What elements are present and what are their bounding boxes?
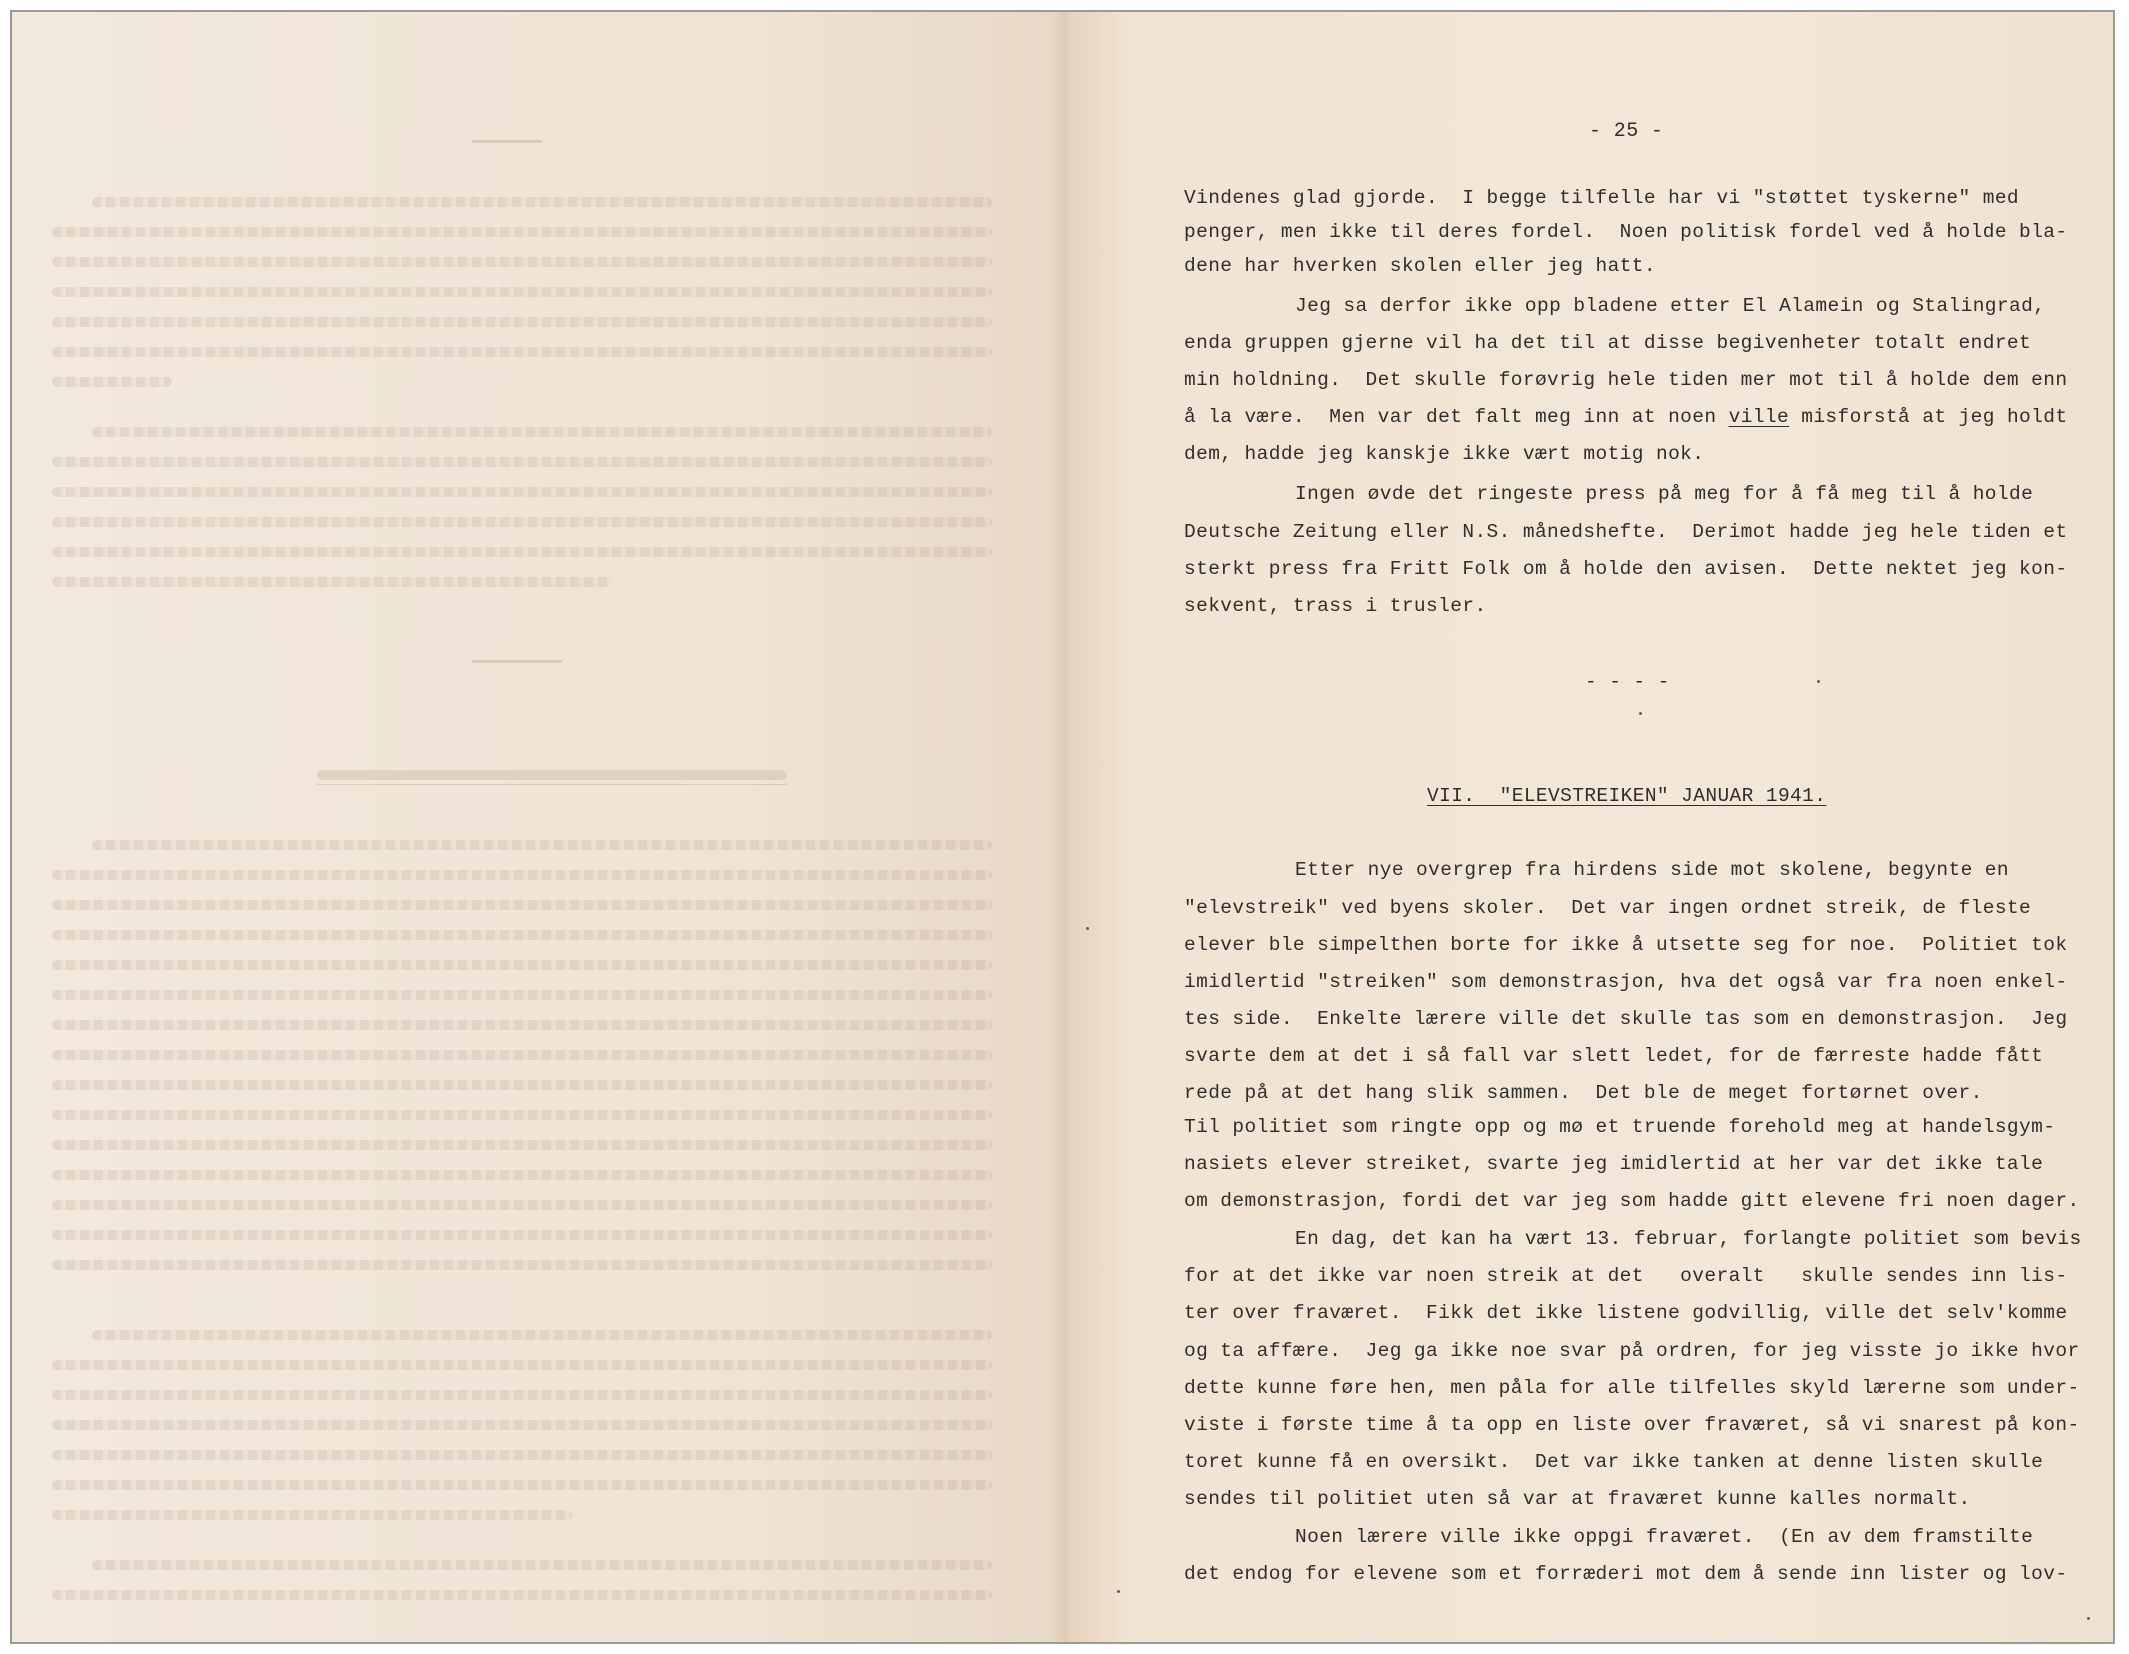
ghost-text-line bbox=[52, 317, 992, 327]
text-line: sterkt press fra Fritt Folk om å holde den avisen. Dette nektet jeg kon- bbox=[1184, 558, 2068, 580]
section-separator: - - - - bbox=[1585, 671, 1670, 693]
text-line: for at det ikke var noen streik at det overalt skulle sendes inn lis- bbox=[1184, 1265, 2068, 1287]
ghost-text-line bbox=[52, 1450, 992, 1460]
text-line: Jeg sa derfor ikke opp bladene etter El Alamein og Stalingrad, bbox=[1295, 295, 2046, 317]
text-line: dette kunne føre hen, men påla for alle tilfelles skyld lærerne som under- bbox=[1184, 1377, 2080, 1399]
ghost-text-line bbox=[92, 197, 992, 207]
ghost-text-line bbox=[52, 517, 992, 527]
page-number: - 25 - bbox=[1589, 120, 1664, 143]
text-line: Noen lærere ville ikke oppgi fraværet. (En av dem framstilte bbox=[1295, 1526, 2034, 1548]
ghost-text-line bbox=[52, 547, 992, 557]
text-line: toret kunne få en oversikt. Det var ikke tanken at denne listen skulle bbox=[1184, 1451, 2044, 1473]
text-line: enda gruppen gjerne vil ha det til at disse begivenheter totalt endret bbox=[1184, 332, 2032, 354]
ghost-text-line bbox=[52, 377, 172, 387]
ghost-text-line bbox=[52, 1020, 992, 1030]
ghost-page-number bbox=[472, 140, 542, 143]
ghost-text-line bbox=[52, 287, 992, 297]
ghost-text-line bbox=[52, 1360, 992, 1370]
text-run: misforstå at jeg holdt bbox=[1789, 406, 2068, 428]
text-line: dene har hverken skolen eller jeg hatt. bbox=[1184, 255, 1656, 277]
ghost-heading bbox=[317, 770, 787, 780]
ghost-text-line bbox=[52, 1080, 992, 1090]
text-line-with-emphasis bbox=[1184, 405, 2067, 429]
ghost-text-line bbox=[52, 577, 612, 587]
ghost-text-line bbox=[52, 257, 992, 267]
paper-speck bbox=[2087, 1617, 2090, 1620]
ghost-text-line bbox=[52, 900, 992, 910]
left-page bbox=[12, 12, 1067, 1642]
ghost-text-line bbox=[52, 347, 992, 357]
ghost-text-line bbox=[52, 1050, 992, 1060]
text-line: sekvent, trass i trusler. bbox=[1184, 595, 1487, 617]
underlined-word: ville bbox=[1728, 406, 1790, 428]
right-page bbox=[1067, 12, 2113, 1642]
paper-speck bbox=[1817, 680, 1820, 683]
section-heading: VII. "ELEVSTREIKEN" JANUAR 1941. bbox=[1427, 785, 1827, 807]
text-line: En dag, det kan ha vært 13. februar, forlangte politiet som bevis bbox=[1295, 1228, 2082, 1250]
text-line: om demonstrasjon, fordi det var jeg som hadde gitt elevene fri noen dager. bbox=[1184, 1190, 2080, 1212]
text-line: "elevstreik" ved byens skoler. Det var ingen ordnet streik, de fleste bbox=[1184, 897, 2032, 919]
ghost-text-line bbox=[52, 1390, 992, 1400]
paper-speck bbox=[1086, 927, 1089, 930]
text-line: og ta affære. Jeg ga ikke noe svar på ordren, for jeg visste jo ikke hvor bbox=[1184, 1340, 2080, 1362]
ghost-text-line bbox=[52, 1230, 992, 1240]
ghost-text-line bbox=[52, 1200, 992, 1210]
text-line: Deutsche Zeitung eller N.S. månedshefte. Derimot hadde jeg hele tiden et bbox=[1184, 521, 2068, 543]
ghost-text-line bbox=[52, 457, 992, 467]
ghost-text-line bbox=[52, 1590, 992, 1600]
ghost-text-line bbox=[52, 1420, 992, 1430]
text-line: tes side. Enkelte lærere ville det skulle tas som en demonstrasjon. Jeg bbox=[1184, 1008, 2068, 1030]
text-line: elever ble simpelthen borte for ikke å utsette seg for noe. Politiet tok bbox=[1184, 934, 2068, 956]
text-line: viste i første time å ta opp en liste over fraværet, så vi snarest på kon- bbox=[1184, 1414, 2080, 1436]
ghost-text-line bbox=[52, 487, 992, 497]
ghost-text-line bbox=[52, 227, 992, 237]
text-line: min holdning. Det skulle forøvrig hele tiden mer mot til å holde dem enn bbox=[1184, 369, 2068, 391]
ghost-text-line bbox=[52, 1510, 572, 1520]
text-line: imidlertid "streiken" som demonstrasjon, hva det også var fra noen enkel- bbox=[1184, 971, 2068, 993]
ghost-text-line bbox=[92, 1560, 992, 1570]
ghost-text-line bbox=[52, 1170, 992, 1180]
ghost-text-line bbox=[92, 1330, 992, 1340]
text-line: svarte dem at det i så fall var slett ledet, for de færreste hadde fått bbox=[1184, 1045, 2044, 1067]
ghost-separator bbox=[472, 660, 562, 663]
text-line: Ingen øvde det ringeste press på meg for å få meg til å holde bbox=[1295, 483, 2034, 505]
text-line: rede på at det hang slik sammen. Det ble de meget fortørnet over. bbox=[1184, 1082, 1983, 1104]
text-line: sendes til politiet uten så var at fraværet kunne kalles normalt. bbox=[1184, 1488, 1971, 1510]
text-line: Til politiet som ringte opp og mø et truende forehold meg at handelsgym- bbox=[1184, 1116, 2056, 1138]
text-line: penger, men ikke til deres fordel. Noen politisk fordel ved å holde bla- bbox=[1184, 221, 2068, 243]
text-line: ter over fraværet. Fikk det ikke listene godvillig, ville det selv'komme bbox=[1184, 1302, 2068, 1324]
ghost-text-line bbox=[92, 427, 992, 437]
ghost-text-line bbox=[52, 1110, 992, 1120]
scan-frame bbox=[10, 10, 2115, 1644]
ghost-text-line bbox=[52, 1260, 992, 1270]
ghost-text-line bbox=[52, 1140, 992, 1150]
paper-speck bbox=[1639, 712, 1642, 715]
ghost-text-line bbox=[52, 990, 992, 1000]
ghost-text-line bbox=[52, 960, 992, 970]
text-line: det endog for elevene som et forræderi mot dem å sende inn lister og lov- bbox=[1184, 1563, 2068, 1585]
paper-speck bbox=[1117, 1590, 1120, 1593]
ghost-text-line bbox=[52, 870, 992, 880]
ghost-text-line bbox=[92, 840, 992, 850]
text-run: å la være. Men var det falt meg inn at noen bbox=[1184, 406, 1729, 428]
text-line: Etter nye overgrep fra hirdens side mot skolene, begynte en bbox=[1295, 859, 2010, 881]
text-line: dem, hadde jeg kanskje ikke vært motig nok. bbox=[1184, 443, 1705, 465]
text-line: Vindenes glad gjorde. I begge tilfelle har vi "støttet tyskerne" med bbox=[1184, 187, 2020, 209]
ghost-text-line bbox=[52, 1480, 992, 1490]
ghost-text-line bbox=[52, 930, 992, 940]
text-line: nasiets elever streiket, svarte jeg imidlertid at her var det ikke tale bbox=[1184, 1153, 2044, 1175]
